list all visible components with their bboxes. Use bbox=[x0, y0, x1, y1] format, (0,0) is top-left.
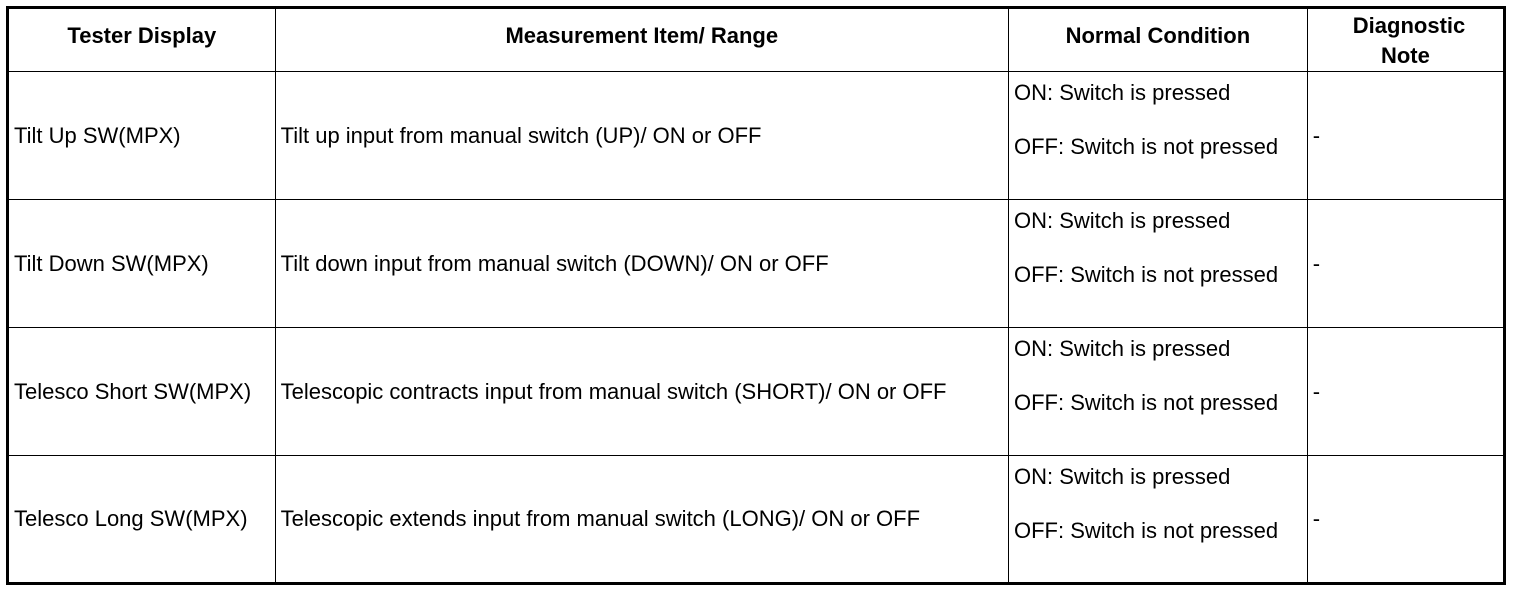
tester-display-cell: Telesco Long SW(MPX) bbox=[8, 456, 276, 584]
header-diagnostic-note: Diagnostic Note bbox=[1307, 8, 1504, 72]
measurement-cell: Telescopic extends input from manual switch (LONG)/ ON or OFF bbox=[275, 456, 1008, 584]
measurement-cell: Tilt up input from manual switch (UP)/ ON or OFF bbox=[275, 72, 1008, 200]
normal-on-text: ON: Switch is pressed bbox=[1014, 464, 1231, 489]
header-normal-condition: Normal Condition bbox=[1009, 8, 1308, 72]
normal-condition-cell bbox=[1009, 456, 1308, 584]
normal-condition-cell bbox=[1009, 200, 1308, 328]
table-header bbox=[8, 8, 1505, 72]
data-list-table-container bbox=[6, 6, 1506, 585]
tester-display-cell: Telesco Short SW(MPX) bbox=[8, 328, 276, 456]
diagnostic-note-cell: - bbox=[1307, 200, 1504, 328]
header-tester-display: Tester Display bbox=[8, 8, 276, 72]
diagnostic-note-cell: - bbox=[1307, 328, 1504, 456]
normal-on-text: ON: Switch is pressed bbox=[1014, 336, 1231, 361]
normal-off-text: OFF: Switch is not pressed bbox=[1014, 390, 1279, 415]
table-row bbox=[8, 200, 1505, 328]
diagnostic-note-cell: - bbox=[1307, 456, 1504, 584]
normal-off-text: OFF: Switch is not pressed bbox=[1014, 262, 1279, 287]
normal-on-text: ON: Switch is pressed bbox=[1014, 80, 1231, 105]
table-body bbox=[8, 72, 1505, 584]
header-row bbox=[8, 8, 1505, 72]
normal-condition-cell bbox=[1009, 328, 1308, 456]
table-row bbox=[8, 328, 1505, 456]
measurement-cell: Telescopic contracts input from manual switch (SHORT)/ ON or OFF bbox=[275, 328, 1008, 456]
diagnostic-note-cell: - bbox=[1307, 72, 1504, 200]
table-row bbox=[8, 72, 1505, 200]
normal-on-text: ON: Switch is pressed bbox=[1014, 208, 1231, 233]
header-measurement-item: Measurement Item/ Range bbox=[275, 8, 1008, 72]
normal-off-text: OFF: Switch is not pressed bbox=[1014, 518, 1279, 543]
measurement-cell: Tilt down input from manual switch (DOWN)/ ON or OFF bbox=[275, 200, 1008, 328]
tester-display-cell: Tilt Up SW(MPX) bbox=[8, 72, 276, 200]
normal-condition-cell bbox=[1009, 72, 1308, 200]
tester-display-cell: Tilt Down SW(MPX) bbox=[8, 200, 276, 328]
data-list-table bbox=[6, 6, 1506, 585]
normal-off-text: OFF: Switch is not pressed bbox=[1014, 134, 1279, 159]
table-row bbox=[8, 456, 1505, 584]
